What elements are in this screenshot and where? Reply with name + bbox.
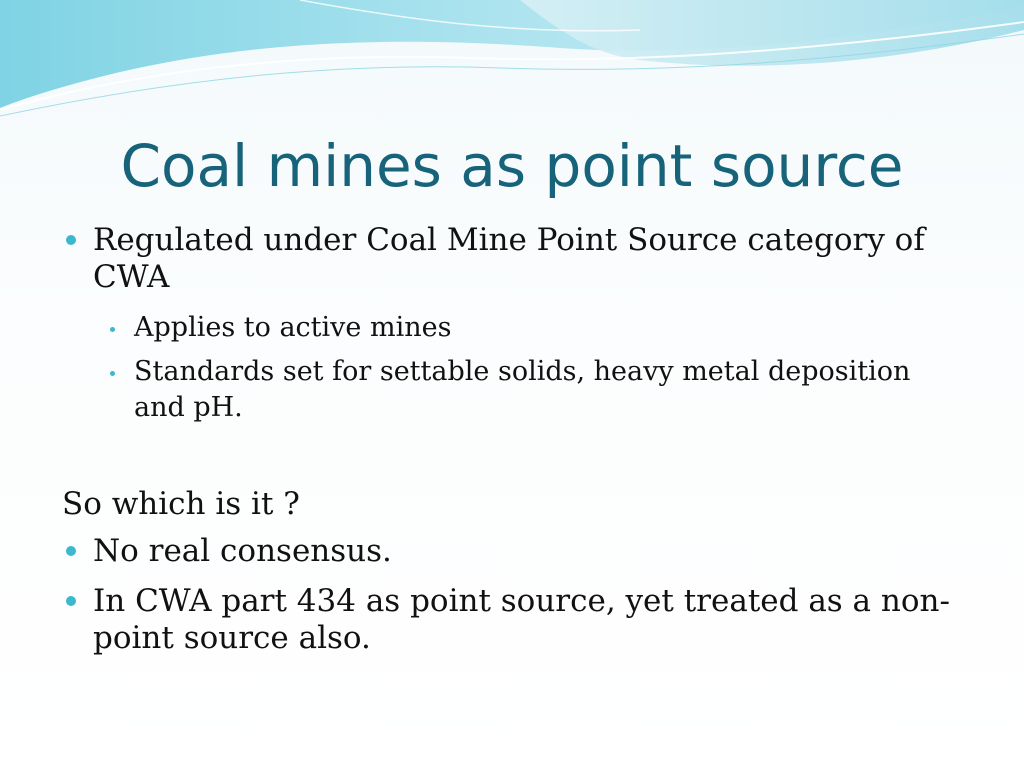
slide-title: Coal mines as point source (120, 132, 904, 200)
bullet-text: In CWA part 434 as point source, yet treated as a non-point source also. (93, 583, 950, 656)
bullet-text: Regulated under Coal Mine Point Source category of CWA (93, 222, 925, 295)
sub-bullet-icon (110, 371, 115, 376)
bullet-icon (66, 596, 76, 606)
bullet-icon (66, 546, 76, 556)
sub-bullet-icon (110, 327, 115, 332)
sub-bullet-text: Applies to active mines (134, 312, 452, 343)
bullet-icon (66, 235, 76, 245)
sub-bullet-text: Standards set for settable solids, heavy metal deposition and pH. (134, 356, 911, 423)
wave-header-decoration (0, 0, 1024, 130)
bullet-text: No real consensus. (93, 533, 392, 569)
question-text: So which is it ? (62, 486, 300, 522)
